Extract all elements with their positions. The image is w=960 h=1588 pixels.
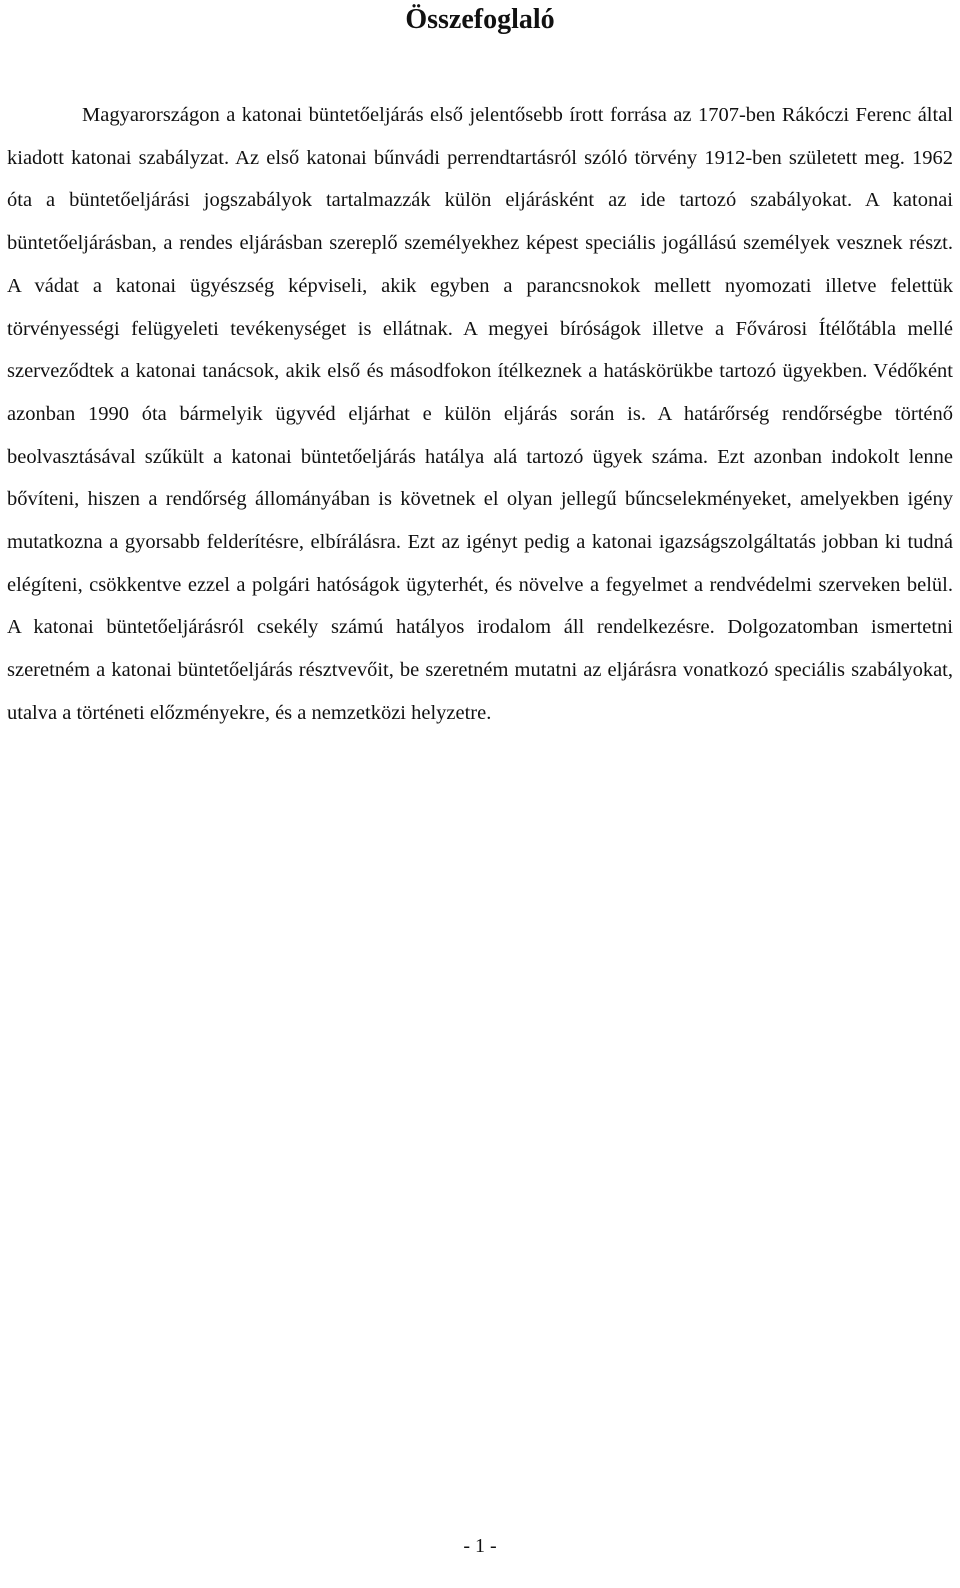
summary-paragraph: Magyarországon a katonai büntetőeljárás első jelentősebb írott forrása az 1707-ben Rákóczi Ferenc által kiadott katonai szabályzat. Az első katonai bűnvádi perrendtartásról szóló törvény 1912-ben született meg. 1962 óta a büntetőeljárási jogszabályok tartalmazzák külön eljárásként az ide tartozó szabályokat. A katonai büntetőeljárásban, a rendes eljárásban szereplő személyekhez képest speciális jogállású személyek vesznek részt. A vádat a katonai ügyészség képviseli, akik egyben a parancsnokok mellett nyomozati illetve felettük törvényességi felügyeleti tevékenységet is ellátnak. A megyei bíróságok illetve a Fővárosi Ítélőtábla mellé szerveződtek a katonai tanácsok, akik első és másodfokon ítélkeznek a hatáskörükbe tartozó ügyekben. Védőként azonban 1990 óta bármelyik ügyvéd eljárhat e külön eljárás során is. A határőrség rendőrségbe történő beolvasztásával szűkült a katonai büntetőeljárás hatálya alá tartozó ügyek száma. Ezt azonban indokolt lenne bővíteni, hiszen a rendőrség állományában is követnek el olyan jellegű bűncselekményeket, amelyekben igény mutatkozna a gyorsabb felderítésre, elbírálásra. Ezt az igényt pedig a katonai igazságszolgáltatás jobban ki tudná elégíteni, csökkentve ezzel a polgári hatóságok ügyterhét, és növelve a fegyelmet a rendvédelmi szerveken belül. A katonai büntetőeljárásról csekély számú hatályos irodalom áll rendelkezésre. Dolgozatomban ismertetni szeretném a katonai büntetőeljárás résztvevőit, be szeretném mutatni az eljárásra vonatkozó speciális szabályokat, utalva a történeti előzményekre, és a nemzetközi helyzetre. <box>7 104 953 724</box>
page-title: Összefoglaló <box>405 4 555 35</box>
page-number: - 1 - <box>463 1535 497 1557</box>
